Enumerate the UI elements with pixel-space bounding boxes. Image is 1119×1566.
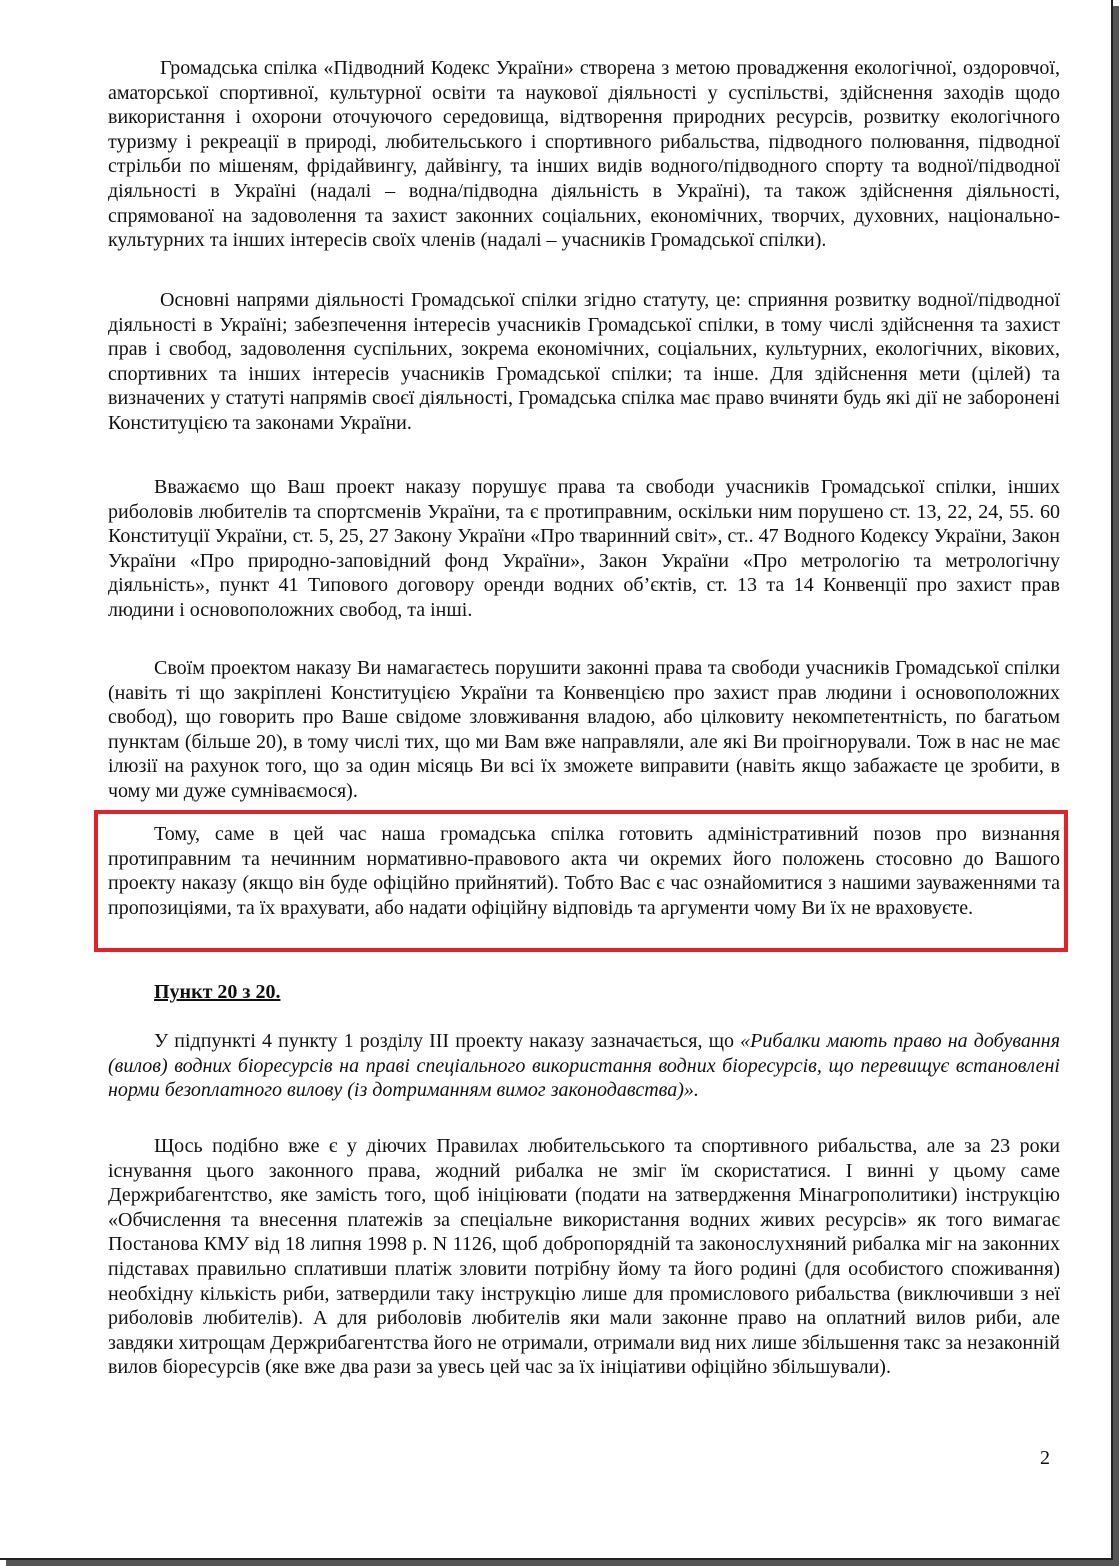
paragraph-subclause-quote — [108, 1029, 1060, 1103]
page-shadow-right — [1113, 6, 1119, 1566]
paragraph-existing-rules: Щось подібно вже є у діючих Правилах любительського та спортивного рибальства, але за 23 роки існування цього законного права, жодний рибалка не зміг їм скористатися. І винні у цьому саме Держрибагентство, яке замість того, щоб ініціювати (подати на затвердження Мінагрополитики) інструкцію «Обчислення та внесення платежів за спеціальне використання водних живих ресурсів» як того вимагає Постанова КМУ від 18 липня 1998 р. N 1126, щоб добропорядній та законослухняний рибалка міг на законних підставах правильно сплативши платіж зловити потрібну йому та його родині (для особистого споживання) необхідну кількість риби, затвердили таку інструкцію лише для промислового рибальства (виключивши з неї риболовів любителів). А для риболовів любителів яки мали законне право на оплатний вилов риби, але завдяки хитрощам Держрибагентства його не отримали, отримали вид них лише збільшення такс за незаконній вилов біоресурсів (яке вже два рази за увесь цей час за їх ініціативи офіційно збільшували). — [108, 1135, 1061, 1379]
quote-intro: У підпункті 4 пункту 1 розділу ІІІ проекту наказу зазначається, що — [154, 1030, 741, 1052]
quote-text: «Рибалки мають право на добування (вилов) водних біоресурсів на праві спеціального використання водних біоресурсів, що перевищує встановлені норми безоплатного вилову (із дотриманням вимог законодавства)» — [108, 1030, 1061, 1102]
page-shadow-bottom — [6, 1560, 1119, 1566]
section-heading: Пункт 20 з 20. — [154, 981, 281, 1003]
paragraph-abuse-of-power: Своїм проектом наказу Ви намагаєтесь порушити законні права та свободи учасників Громадської спілки (навіть ті що закріплені Конституцією України та Конвенцією про захист прав людини і основоположних свобод), що говорить про Ваше свідоме зловживання владою, або цілковиту некомпетентність, по багатьом пунктам (більше 20), в тому числі тих, що ми Вам вже направляли, але які Ви проігнорували. Тож в нас не має ілюзії на рахунок того, що за один місяць Ви всі їх зможете виправити (навіть якщо забажаєте це зробити, в чому ми дуже сумніваємося). — [108, 657, 1060, 802]
paragraph-lawsuit-highlighted: Тому, саме в цей час наша громадська спілка готовить адміністративний позов про визнання протиправним та нечинним нормативно-правового акта чи окремих його положень стосовно до Вашого проекту наказу (якщо він буде офіційно прийнятий). Тобто Вас є час ознайомитися з нашими зауваженнями та пропозиціями, та їх врахувати, або надати офіційну відповідь та аргументи чому Ви їх не враховуєте. — [108, 823, 1060, 919]
quote-end: . — [693, 1079, 699, 1102]
page-number: 2 — [1040, 1447, 1050, 1469]
paragraph-violations: Вважаємо що Ваш проект наказу порушує права та свободи учасників Громадської спілки, інших риболовів любителів та спортсменів України, та є протиправним, оскільки ним порушено ст. 13, 22, 24, 55. 60 Конституції України, ст. 5, 25, 27 Закону України «Про тваринний світ», ст.. 47 Водного Кодексу України, Закон України «Про природно-заповідний фонд України», Закон України «Про метрологію та метрологічну діяльність», пункт 41 Типового договору оренди водних об’єктів, ст. 13 та 14 Конвенції про захист прав людини і основоположних свобод, та інші. — [108, 476, 1060, 621]
paragraph-organization-purpose: Громадська спілка «Підводний Кодекс України» створена з метою провадження екологічної, оздоровчої, аматорської спортивної, культурної освіти та наукової діяльності у суспільстві, здійснення заходів щодо використання і охорони оточуючого середовища, відтворення природних ресурсів, розвитку екологічного туризму і рекреації в природі, любительського і спортивного рибальства, підводного полювання, підводної стрільби по мішеням, фрідайвингу, дайвінгу, та інших видів водного/підводного спорту та водної/підводної діяльності в Україні (надалі – водна/підводна діяльність в Україні), та також здійснення діяльності, спрямованої на задоволення та захист законних соціальних, економічних, творчих, духовних, національно-культурних та інших інтересів своїх членів (надалі – учасників Громадської спілки). — [108, 57, 1060, 252]
paragraph-main-activities: Основні напрями діяльності Громадської спілки згідно статуту, це: сприяння розвитку водної/підводної діяльності в Україні; забезпечення інтересів учасників Громадської спілки, в тому числі здійснення та захист прав і свобод, задоволення суспільних, зокрема економічних, соціальних, культурних, екологічних, вікових, спортивних та інших інтересів учасників Громадської спілки; та інше. Для здійснення мети (цілей) та визначених у статуті напрямів своєї діяльності, Громадська спілка має право вчиняти будь які дії не заборонені Конституцією та законами України. — [108, 289, 1060, 434]
